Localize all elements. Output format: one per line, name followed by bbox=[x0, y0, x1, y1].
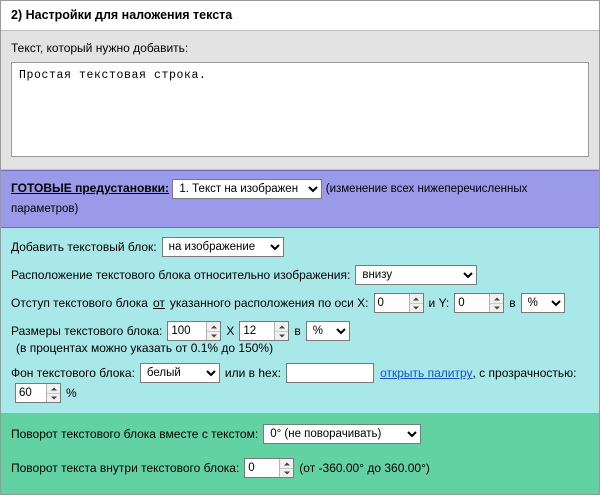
background-hex-input[interactable] bbox=[286, 363, 374, 383]
size-height-up-arrow[interactable] bbox=[275, 322, 288, 332]
offset-y-spinner[interactable] bbox=[489, 294, 503, 312]
offset-label-b: указанного расположения по оси X: bbox=[169, 296, 369, 311]
background-select[interactable] bbox=[140, 363, 220, 383]
opacity-spinner[interactable] bbox=[46, 384, 60, 402]
size-height-spinner[interactable] bbox=[274, 322, 288, 340]
size-width-spinner[interactable] bbox=[206, 322, 220, 340]
text-rotation-spinner[interactable] bbox=[279, 459, 293, 477]
background-or-hex-label: или в hex: bbox=[224, 366, 282, 381]
open-palette-link[interactable]: открыть палитру bbox=[380, 366, 473, 381]
text-rotation-note: (от -360.00° до 360.00°) bbox=[299, 461, 430, 476]
size-width-stepper[interactable] bbox=[167, 321, 221, 341]
offset-label-y: и Y: bbox=[428, 296, 450, 311]
opacity-input[interactable] bbox=[16, 384, 46, 402]
size-times-label: X bbox=[226, 324, 235, 339]
opacity-label: , с прозрачностью: bbox=[472, 366, 577, 381]
size-label-in: в bbox=[294, 324, 301, 339]
offset-row bbox=[11, 293, 589, 313]
size-width-down-arrow[interactable] bbox=[207, 332, 220, 341]
position-row bbox=[11, 265, 589, 285]
size-note: (в процентах можно указать от 0.1% до 150%) bbox=[16, 341, 274, 356]
add-block-select[interactable] bbox=[162, 237, 284, 257]
offset-unit-select[interactable] bbox=[521, 293, 565, 313]
opacity-stepper[interactable] bbox=[15, 383, 61, 403]
background-label: Фон текстового блока: bbox=[11, 366, 135, 381]
opacity-percent-label: % bbox=[66, 386, 77, 401]
text-input-label: Текст, который нужно добавить: bbox=[11, 41, 189, 55]
position-select[interactable] bbox=[355, 265, 477, 285]
rotation-section bbox=[1, 414, 599, 494]
presets-note: (изменение всех нижеперечисленных параметров) bbox=[11, 183, 528, 215]
add-block-label: Добавить текстовый блок: bbox=[11, 240, 157, 255]
opacity-down-arrow[interactable] bbox=[47, 394, 60, 403]
text-rotation-up-arrow[interactable] bbox=[280, 459, 293, 469]
presets-select[interactable] bbox=[172, 179, 322, 199]
offset-y-stepper[interactable] bbox=[454, 293, 504, 313]
offset-x-spinner[interactable] bbox=[409, 294, 423, 312]
offset-x-down-arrow[interactable] bbox=[410, 304, 423, 313]
size-height-input[interactable] bbox=[240, 322, 274, 340]
block-rotation-label: Поворот текстового блока вместе с текстом: bbox=[11, 427, 259, 442]
block-rotation-select[interactable] bbox=[263, 424, 421, 444]
offset-y-up-arrow[interactable] bbox=[490, 294, 503, 304]
size-label: Размеры текстового блока: bbox=[11, 324, 163, 339]
offset-x-input[interactable] bbox=[375, 294, 409, 312]
offset-label-in: в bbox=[509, 296, 516, 311]
size-row bbox=[11, 321, 589, 355]
size-unit-select[interactable] bbox=[306, 321, 350, 341]
text-rotation-label: Поворот текста внутри текстового блока: bbox=[11, 461, 240, 476]
presets-label: ГОТОВЫЕ предустановки: bbox=[11, 181, 170, 195]
background-row bbox=[11, 363, 589, 403]
size-width-input[interactable] bbox=[168, 322, 206, 340]
offset-label-from: от bbox=[152, 296, 165, 311]
text-rotation-stepper[interactable] bbox=[244, 458, 294, 478]
size-height-down-arrow[interactable] bbox=[275, 332, 288, 341]
opacity-up-arrow[interactable] bbox=[47, 384, 60, 394]
text-rotation-input[interactable] bbox=[245, 459, 279, 477]
text-rotation-down-arrow[interactable] bbox=[280, 469, 293, 478]
text-input-section bbox=[1, 31, 599, 170]
offset-y-input[interactable] bbox=[455, 294, 489, 312]
offset-y-down-arrow[interactable] bbox=[490, 304, 503, 313]
offset-label-a: Отступ текстового блока bbox=[11, 296, 148, 311]
block-rotation-row bbox=[11, 424, 589, 444]
offset-x-stepper[interactable] bbox=[374, 293, 424, 313]
size-width-up-arrow[interactable] bbox=[207, 322, 220, 332]
size-height-stepper[interactable] bbox=[239, 321, 289, 341]
position-label: Расположение текстового блока относительно изображения: bbox=[11, 268, 351, 283]
text-rotation-row bbox=[11, 458, 589, 478]
overlay-text-input[interactable] bbox=[11, 62, 589, 157]
offset-x-up-arrow[interactable] bbox=[410, 294, 423, 304]
parameters-section bbox=[1, 228, 599, 414]
add-block-row bbox=[11, 237, 589, 257]
presets-section bbox=[1, 170, 599, 228]
page-title: 2) Настройки для наложения текста bbox=[1, 1, 599, 31]
